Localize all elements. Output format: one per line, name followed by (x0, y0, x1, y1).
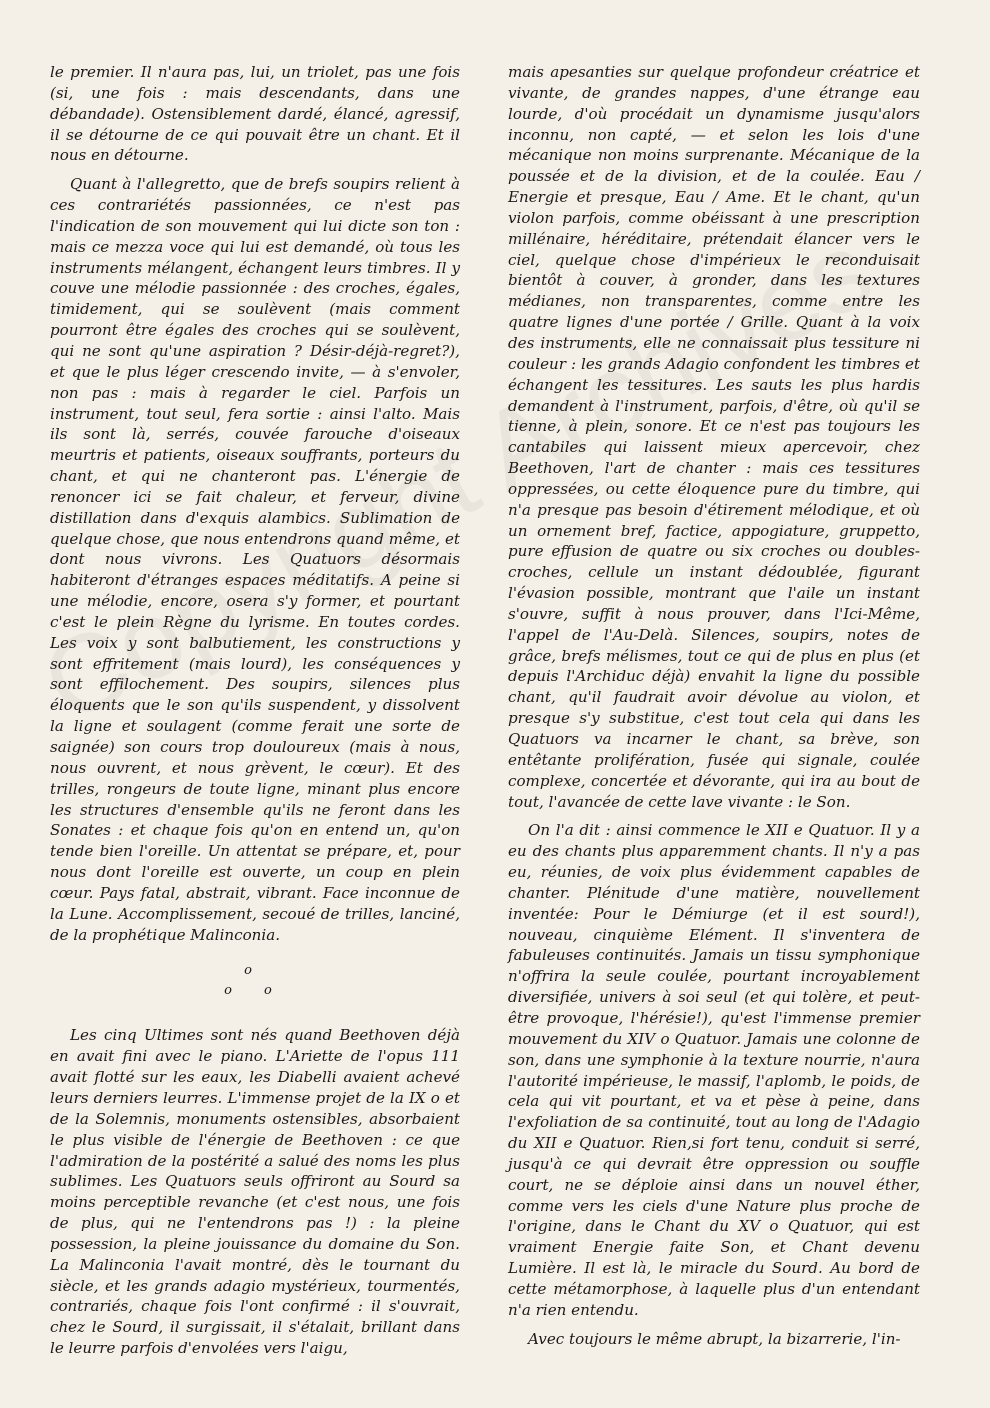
paragraph-xii-quatuor: On l'a dit : ainsi commence le XII e Quatuor. Il y a eu des chants plus apparemment chants. Il n'y a pas eu, réunies, de voix plus évidemment capables de chanter. Plénitude d'une matière, nouvellement inventée: Pour le Démiurge (et il est sourd!), nouveau, cinquième Elément. Il s'inventera de fabuleuses continuités. Jamais un tissu symphonique n'offrira la seule coulée, pourtant incroyablement diversifiée, univers à soi seul (et qui tolère, et peut-être provoque, l'hérésie!), qu'est l'immense premier mouvement du XIV o Quatuor. Jamais une colonne de son, dans une symphonie à la texture nourrie, n'aura l'autorité impérieuse, le massif, l'aplomb, le poids, de cela qui vit pourtant, et va et pèse à peine, dans l'exfoliation de sa continuité, tout au long de l'Adagio du XII e Quatuor. Rien,si fort tenu, conduit si serré, jusqu'à ce qui devrait être oppression ou souffle court, ne se déploie ainsi dans un nouvel éther, comme vers les ciels d'une Nature plus proche de l'origine, dans le Chant du XV o Quatuor, qui est vraiment Energie faite Son, et Chant devenu Lumière. Il est là, le miracle du Sourd. Au bord de cette métamorphose, à laquelle plus d'un entendant n'a rien entendu. (508, 821, 920, 1319)
paragraph-continued: le premier. Il n'aura pas, lui, un triolet, pas une fois (si, une fois : mais descendants, dans une débandade). Ostensiblement dardé, élancé, agressif, il se détourne de ce qui pouvait être un chant. Et il nous en détourne. (50, 63, 460, 165)
paragraph-final-fragment: Avec toujours le même abrupt, la bizarrerie, l'in- (528, 1329, 901, 1348)
divider-top-mark: o (244, 963, 266, 979)
paragraph-cinq-ultimes: Les cinq Ultimes sont nés quand Beethoven déjà en avait fini avec le piano. L'Ariette de l'opus 111 avait flotté sur les eaux, les Diabelli avaient achevé leurs derniers leurres. L'immense projet de la IX o et de la Solemnis, monuments ostensibles, absorbaient le plus visible de l'énergie de Beethoven : ce que l'admiration de la postérité a salué des noms les plus sublimes. Les Quatuors seuls offriront au Sourd sa moins perceptible revanche (et c'est nous, une fois de plus, qui ne l'entendrons pas !) : la pleine possession, la pleine jouissance du domaine du Son. La Malinconia l'avait montré, dès le tournant du siècle, et les grands adagio mystérieux, tourmentés, contrariés, chaque fois l'ont confirmé : il s'ouvrait, chez le Sourd, il surgissait, il s'étalait, brillant dans le leurre parfois d'envolées vers l'aigu, (50, 1026, 460, 1358)
paragraph-continued-right: mais apesanties sur quelque profondeur créatrice et vivante, de grandes nappes, d'une étrange eau lourde, d'où procédait un dynamisme jusqu'alors inconnu, non capté, — et selon les lois d'une mécanique non moins surprenante. Mécanique de la poussée et de la division, et de la coulée. Eau / Energie et presque, Eau / Ame. Et le chant, qu'un violon parfois, comme obéissant à une prescription millénaire, héréditaire, prétendait élancer vers le ciel, quelque chose d'impérieux le reconduisait bientôt à couver, à gronder, dans les textures médianes, non transparentes, comme entre les quatre lignes d'une portée / Grille. Quant à la voix des instruments, elle ne connaissait plus tessiture ni couleur : les grands Adagio confondent les timbres et échangent les tessitures. Les sauts les plus hardis demandent à l'instrument, parfois, d'être, où qu'il se tienne, à plein, sonore. Et ce n'est pas toujours les cantabiles qui laissent mieux apercevoir, chez Beethoven, l'art de chanter : mais ces tessitures oppressées, ou cette éloquence pure du timbre, qui n'a presque pas besoin d'étirement mélodique, et où un ornement bref, factice, appogiature, gruppetto, pure effusion de quatre ou six croches ou doubles-croches, cellule un instant dédoublée, figurant l'évasion possible, montrant que l'aile un instant s'ouvre, suffit à nous prouver, dans l'Ici-Même, l'appel de l'Au-Delà. Silences, soupirs, notes de grâce, brefs mélismes, tout ce qui de plus en plus (et depuis l'Archiduc déjà) envahit la ligne du possible chant, qu'il faudrait avoir dévolue au violon, et presque s'y substitue, c'est tout cela qui dans les Quatuors va incarner le chant, sa brève, son entêtante prolifération, fusée qui signale, coulée complexe, concertée et dévorante, qui ira au bout de tout, l'avancée de cette lave vivante : le Son. (508, 63, 920, 811)
divider-bottom-marks: o o (224, 983, 286, 999)
section-divider (50, 961, 460, 1001)
right-column (508, 62, 920, 1357)
paragraph-allegretto: Quant à l'allegretto, que de brefs soupirs relient à ces contrariétés passionnées, ce n'est pas l'indication de son mouvement qui lui dicte son ton : mais ce mezza voce qui lui est demandé, où tous les instruments mélangent, échangent leurs timbres. Il y couve une mélodie passionnée : des croches, égales, timidement, qui se soulèvent (mais comment pourront être égales des croches qui se soulèvent, qui ne sont qu'une aspiration ? Désir-déjà-regret?), et que le plus léger crescendo invite, — à s'envoler, non pas : mais à regarder le ciel. Parfois un instrument, tout seul, fera sortie : ainsi l'alto. Mais ils sont là, serrés, couvée farouche d'oiseaux meurtris et patients, oiseaux souffrants, porteurs du chant, et qui ne chanteront pas. L'énergie de renoncer ici se fait chaleur, et ferveur, divine distillation dans d'exquis alambics. Sublimation de quelque chose, que nous entendrons quand même, et dont nous vivrons. Les Quatuors désormais habiteront d'étranges espaces méditatifs. A peine si une mélodie, encore, osera s'y former, et pourtant c'est le plein Règne du lyrisme. En toutes cordes. Les voix y sont balbutiement, les constructions y sont effritement (mais lourd), les conséquences y sont effilochement. Des soupirs, silences plus éloquents que le son qu'ils suspendent, y dissolvent la ligne et soulagent (comme ferait une sorte de saignée) son cours trop douloureux (mais à nous, nous ouvrent, et nous grèvent, le cœur). Et des trilles, rongeurs de toute ligne, minant plus encore les structures d'ensemble qu'ils ne feront dans les Sonates : et chaque fois qu'on en entend un, qu'on tende bien l'oreille. Un attentat se prépare, et, pour nous dont l'oreille est ouverte, un coup en plein cœur. Pays fatal, abstrait, vibrant. Face inconnue de la Lune. Accomplissement, secoué de trilles, lanciné, de la prophétique Malinconia. (50, 175, 460, 944)
left-column (50, 62, 460, 1367)
